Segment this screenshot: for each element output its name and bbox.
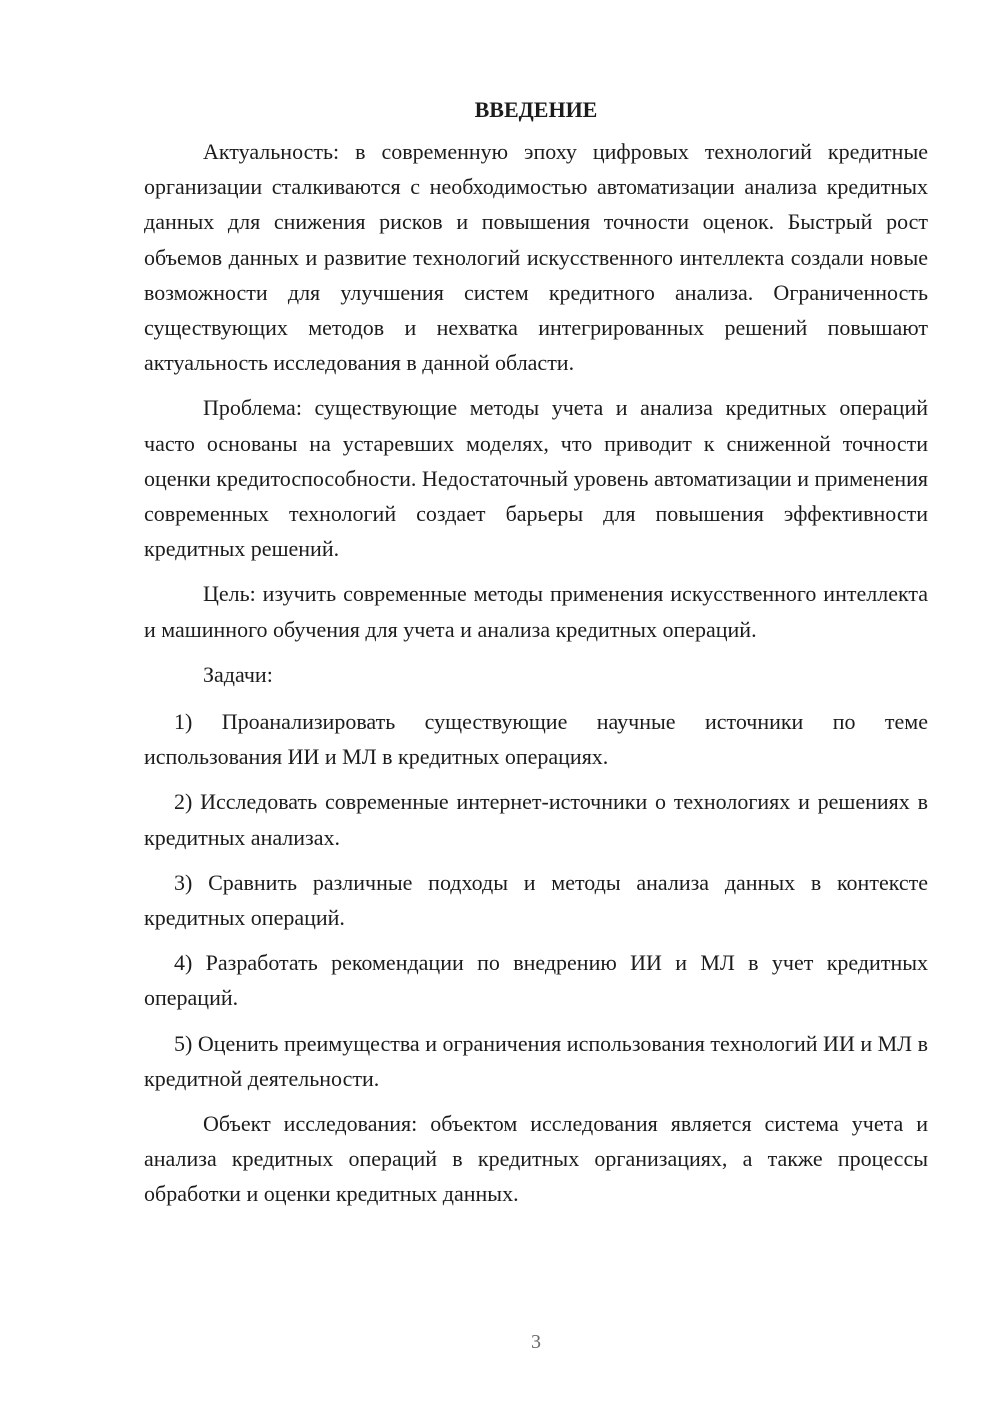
paragraph-goal: Цель: изучить современные методы применения искусственного интеллекта и машинного обучения для учета и анализа кредитных операций. — [144, 581, 928, 642]
list-item: 1) Проанализировать существующие научные источники по теме использования ИИ и МЛ в кредитных операциях. — [144, 709, 928, 770]
document-page — [144, 92, 928, 1222]
list-item: 5) Оценить преимущества и ограничения использования технологий ИИ и МЛ в кредитной деятельности. — [144, 1030, 928, 1091]
paragraph-relevance: Актуальность: в современную эпоху цифровых технологий кредитные организации сталкиваются с необходимостью автоматизации анализа кредитных данных для снижения рисков и повышения точности оценок. Быстрый рост объемов данных и развитие технологий искусственного интеллекта создали новые возможности для улучшения систем кредитного анализа. Ограниченность существующих методов и нехватка интегрированных решений повышают актуальность исследования в данной области. — [144, 139, 928, 376]
page-number: 3 — [531, 1331, 541, 1353]
tasks-heading: Задачи: — [203, 661, 273, 687]
list-item: 4) Разработать рекомендации по внедрению ИИ и МЛ в учет кредитных операций. — [144, 950, 928, 1011]
paragraph-object: Объект исследования: объектом исследования является система учета и анализа кредитных операций в кредитных организациях, а также процессы обработки и оценки кредитных данных. — [144, 1111, 928, 1207]
list-item: 2) Исследовать современные интернет-источники о технологиях и решениях в кредитных анализах. — [144, 789, 928, 850]
list-item: 3) Сравнить различные подходы и методы анализа данных в контексте кредитных операций. — [144, 869, 928, 931]
page-title: ВВЕДЕНИЕ — [474, 97, 598, 122]
tasks-list — [144, 704, 928, 1096]
paragraph-problem: Проблема: существующие методы учета и анализа кредитных операций часто основаны на устаревших моделях, что приводит к сниженной точности оценки кредитоспособности. Недостаточный уровень автоматизации и применения современных технологий создает барьеры для повышения эффективности кредитных решений. — [144, 395, 928, 562]
